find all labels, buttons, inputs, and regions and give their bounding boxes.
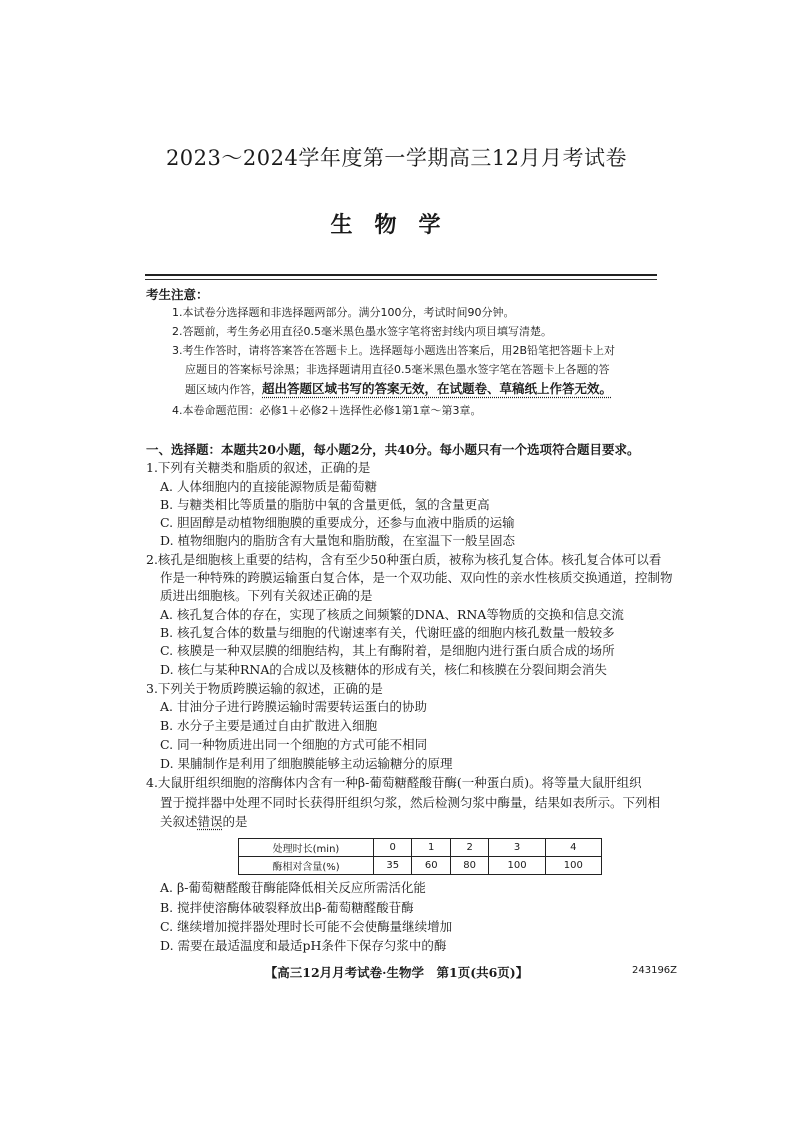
q2-stem-line-3: 质进出细胞核。下列有关叙述正确的是 xyxy=(160,588,373,603)
table-cell: 35 xyxy=(374,857,412,875)
paper-code: 243196Z xyxy=(632,965,678,976)
table-row xyxy=(239,839,602,857)
table-cell: 60 xyxy=(412,857,450,875)
exam-title: 2023～2024学年度第一学期高三12月月考试卷 xyxy=(165,146,628,170)
q3-stem: 3.下列关于物质跨膜运输的叙述，正确的是 xyxy=(146,681,383,696)
q3-option-b: B. 水分子主要是通过自由扩散进入细胞 xyxy=(160,718,378,733)
table-row xyxy=(239,857,602,875)
table-cell: 100 xyxy=(489,857,545,875)
q1-option-a: A. 人体细胞内的直接能源物质是葡萄糖 xyxy=(160,479,377,494)
q1-option-b: B. 与糖类相比等质量的脂肪中氧的含量更低，氢的含量更高 xyxy=(160,497,490,512)
q2-option-c: C. 核膜是一种双层膜的细胞结构，其上有酶附着，是细胞内进行蛋白质合成的场所 xyxy=(160,643,615,658)
table-cell: 2 xyxy=(450,839,488,857)
q4-stem-line-3-suffix: 的是 xyxy=(222,814,248,829)
notice-item-3-line-3-prefix: 题区域内作答， xyxy=(185,383,262,396)
notice-item-3-line-2: 应题目的答案标号涂黑；非选择题请用直径0.5毫米黑色墨水签字笔在答题卡上各题的答 xyxy=(185,363,610,376)
notice-heading: 考生注意： xyxy=(146,287,209,302)
q2-option-a: A. 核孔复合体的存在，实现了核质之间频繁的DNA、RNA等物质的交换和信息交流 xyxy=(160,607,624,622)
notice-item-1: 1.本试卷分选择题和非选择题两部分。满分100分，考试时间90分钟。 xyxy=(172,306,515,319)
q2-stem-line-1: 2.核孔是细胞核上重要的结构，含有至少50种蛋白质，被称为核孔复合体。核孔复合体可以看 xyxy=(146,552,662,567)
notice-item-2: 2.答题前，考生务必用直径0.5毫米黑色墨水签字笔将密封线内项目填写清楚。 xyxy=(172,325,552,338)
q2-option-b: B. 核孔复合体的数量与细胞的代谢速率有关，代谢旺盛的细胞内核孔数量一般较多 xyxy=(160,625,615,640)
q4-option-a: A. β-葡萄糖醛酸苷酶能降低相关反应所需活化能 xyxy=(160,880,426,895)
q1-option-c: C. 胆固醇是动植物细胞膜的重要成分，还参与血液中脂质的运输 xyxy=(160,515,515,530)
notice-item-3-line-3 xyxy=(185,379,612,397)
header-rule-thin xyxy=(145,279,657,280)
page-footer: 【高三12月月考试卷·生物学 第1页(共6页)】 xyxy=(264,965,529,980)
q1-stem: 1.下列有关糖类和脂质的叙述，正确的是 xyxy=(146,460,371,475)
q1-option-d: D. 植物细胞内的脂肪含有大量饱和脂肪酸，在室温下一般呈固态 xyxy=(160,533,516,548)
q4-emphasis-wrong: 错误 xyxy=(197,814,223,829)
q4-option-b: B. 搅拌使溶酶体破裂释放出β-葡萄糖醛酸苷酶 xyxy=(160,900,414,915)
q4-option-c: C. 继续增加搅拌器处理时长可能不会使酶量继续增加 xyxy=(160,919,453,934)
q4-stem-line-1: 4.大鼠肝组织细胞的溶酶体内含有一种β-葡萄糖醛酸苷酶(一种蛋白质)。将等量大鼠肝组织 xyxy=(146,775,642,790)
subject-title: 生物学 xyxy=(330,212,463,238)
q3-option-c: C. 同一种物质进出同一个细胞的方式可能不相同 xyxy=(160,737,428,752)
q4-stem-line-3-prefix: 关叙述 xyxy=(160,814,198,829)
table-row-1-label: 处理时长(min) xyxy=(239,839,374,857)
enzyme-table xyxy=(238,838,602,875)
notice-emphasis: 超出答题区域书写的答案无效，在试题卷、草稿纸上作答无效。 xyxy=(262,381,613,396)
q3-option-a: A. 甘油分子进行跨膜运输时需要转运蛋白的协助 xyxy=(160,699,427,714)
header-rule-thick xyxy=(145,274,657,276)
q4-stem-line-3 xyxy=(160,814,248,830)
q4-option-d: D. 需要在最适温度和最适pH条件下保存匀浆中的酶 xyxy=(160,938,447,953)
table-cell: 1 xyxy=(412,839,450,857)
table-cell: 4 xyxy=(545,839,601,857)
q4-stem-line-2: 置于搅拌器中处理不同时长获得肝组织匀浆，然后检测匀浆中酶量，结果如表所示。下列相 xyxy=(160,795,661,810)
q2-stem-line-2: 作是一种特殊的跨膜运输蛋白复合体，是一个双功能、双向性的亲水性核质交换通道，控制物 xyxy=(160,570,673,585)
notice-item-3-line-1: 3.考生作答时，请将答案答在答题卡上。选择题每小题选出答案后，用2B铅笔把答题卡上对 xyxy=(172,344,616,357)
table-cell: 0 xyxy=(374,839,412,857)
q3-option-d: D. 果脯制作是利用了细胞膜能够主动运输糖分的原理 xyxy=(160,756,453,771)
table-cell: 3 xyxy=(489,839,545,857)
table-row-2-label: 酶相对含量(%) xyxy=(239,857,374,875)
table-cell: 80 xyxy=(450,857,488,875)
section-1-heading: 一、选择题：本题共20小题，每小题2分，共40分。每小题只有一个选项符合题目要求。 xyxy=(146,442,640,457)
table-cell: 100 xyxy=(545,857,601,875)
q2-option-d: D. 核仁与某种RNA的合成以及核糖体的形成有关，核仁和核膜在分裂间期会消失 xyxy=(160,662,607,677)
notice-item-4: 4.本卷命题范围：必修1＋必修2＋选择性必修1第1章～第3章。 xyxy=(172,404,482,417)
